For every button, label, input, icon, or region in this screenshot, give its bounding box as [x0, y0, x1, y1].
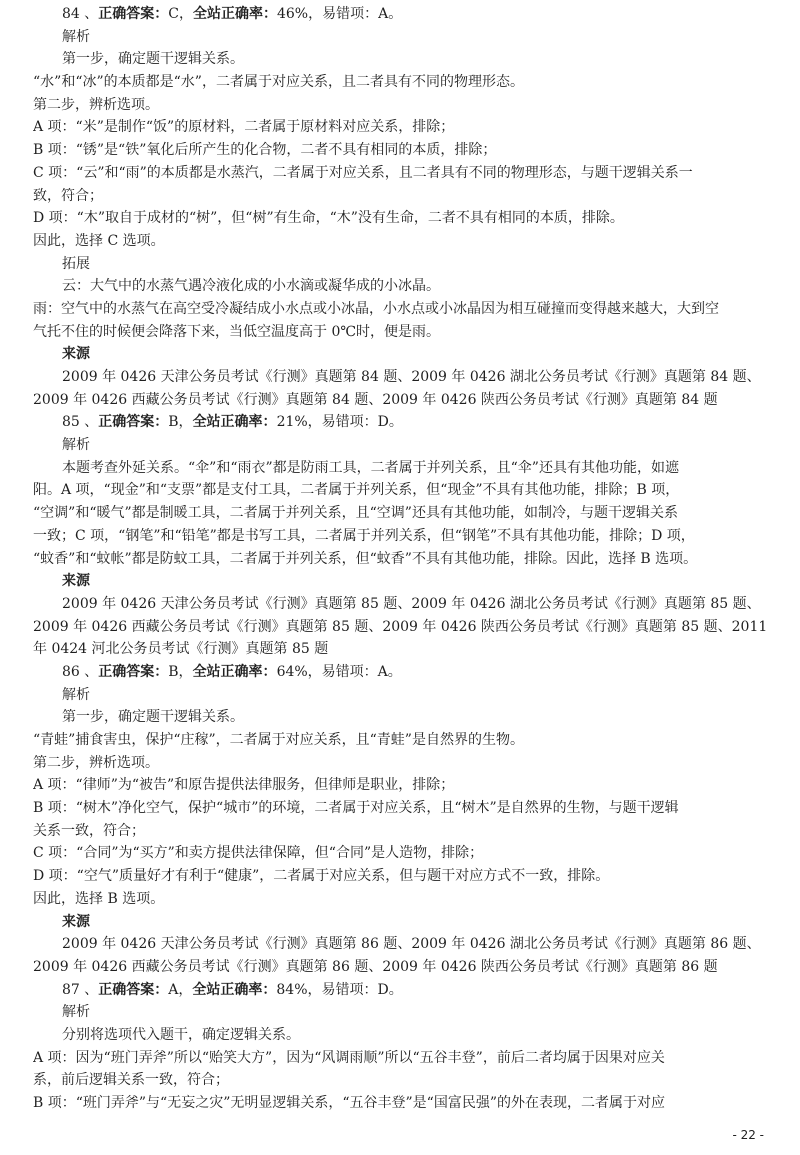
source-line: 2009 年 0426 天津公务员考试《行测》真题第 85 题、2009 年 0426 湖北公务员考试《行测》真题第 85 题、 [62, 595, 761, 612]
rate-value: 46%，易错项：A。 [276, 6, 403, 22]
rate-label: 全站正确率： [192, 6, 277, 22]
analysis-line: “青蛙”捕食害虫，保护“庄稼”，二者属于对应关系，且“青蛙”是自然界的生物。 [33, 732, 524, 748]
source-line: 2009 年 0426 天津公务员考试《行测》真题第 86 题、2009 年 0426 湖北公务员考试《行测》真题第 86 题、 [62, 936, 761, 953]
analysis-line: B 项：“锈”是“铁”氧化后所产生的化合物，二者不具有相同的本质，排除； [33, 142, 497, 159]
rate-label: 全站正确率： [192, 414, 277, 431]
analysis-line: D 项：“木”取自于成材的“树”，但“树”有生命，“木”没有生命，二者不具有相同的本质，排除。 [33, 210, 624, 227]
analysis-line: 本题考查外延关系。“伞”和“雨衣”都是防雨工具，二者属于并列关系，且“伞”还具有其他功能，如遮 [62, 459, 679, 476]
answer-value: B， [168, 414, 193, 431]
source-line: 2009 年 0426 西藏公务员考试《行测》真题第 85 题、2009 年 0426 陕西公务员考试《行测》真题第 85 题、2011 [33, 618, 768, 635]
rate-value: 84%，易错项：D。 [276, 981, 403, 998]
answer-value: B， [168, 663, 193, 680]
source-line: 2009 年 0426 天津公务员考试《行测》真题第 84 题、2009 年 0426 湖北公务员考试《行测》真题第 84 题、 [62, 369, 761, 385]
source-line: 年 0424 河北公务员考试《行测》真题第 85 题 [33, 641, 329, 658]
analysis-line: 致，符合； [33, 187, 103, 204]
source-title: 来源 [62, 573, 90, 590]
expand-line: 雨：空气中的水蒸气在高空受冷凝结成小水点或小冰晶，小水点或小冰晶因为相互碰撞而变得越来越大，大到空 [33, 300, 719, 317]
analysis-line: A 项：“米”是制作“饭”的原材料，二者属于原材料对应关系，排除； [33, 119, 455, 136]
answer-label: 正确答案： [98, 6, 169, 22]
page-number: - 22 - [732, 1128, 764, 1142]
analysis-line: B 项：“树木”净化空气，保护“城市”的环境，二者属于对应关系，且“树木”是自然界的生物，与题干逻辑 [33, 800, 679, 817]
question-87-header [33, 979, 773, 1002]
analysis-line: 因此，选择 C 选项。 [33, 232, 165, 249]
rate-label: 全站正确率： [192, 663, 277, 680]
question-86-header [33, 661, 773, 684]
analysis-line: 第一步，确定题干逻辑关系。 [62, 51, 244, 68]
analysis-line: “水”和“冰”的本质都是“水”，二者属于对应关系，且二者具有不同的物理形态。 [33, 74, 524, 91]
analysis-line: 关系一致，符合； [33, 822, 145, 839]
expand-title: 拓展 [62, 255, 90, 272]
rate-label: 全站正确率： [192, 981, 277, 998]
analysis-line: D 项：“空气”质量好才有利于“健康”，二者属于对应关系，但与题干对应方式不一致，排除。 [33, 868, 610, 885]
analysis-line: A 项：因为“班门弄斧”所以“贻笑大方”，因为“风调雨顺”所以“五谷丰登”，前后二者均属于因果对应关 [33, 1049, 665, 1066]
analysis-line: 第二步，辨析选项。 [33, 754, 159, 771]
answer-label: 正确答案： [98, 663, 169, 680]
analysis-line: 阳。A 项，“现金”和“支票”都是支付工具，二者属于并列关系，但“现金”不具有其他功能，排除；B 项， [33, 482, 680, 499]
analysis-title: 解析 [62, 437, 90, 454]
analysis-title: 解析 [62, 28, 90, 45]
source-title: 来源 [62, 346, 90, 363]
document-body [33, 3, 773, 1115]
analysis-line: “空调”和“暖气”都是制暖工具，二者属于并列关系，且“空调”还具有其他功能，如制冷，与题干逻辑关系 [33, 505, 678, 522]
question-number: 87 、 [62, 981, 99, 998]
answer-label: 正确答案： [98, 414, 169, 431]
analysis-line: “蚊香”和“蚊帐”都是防蚊工具，二者属于并列关系，但“蚊香”不具有其他功能，排除。因此，选择 B 选项。 [33, 550, 698, 567]
question-number: 86 、 [62, 663, 99, 680]
analysis-line: 系，前后逻辑关系一致，符合； [33, 1072, 229, 1089]
question-84-header [33, 3, 773, 26]
rate-value: 64%，易错项：A。 [276, 663, 402, 680]
expand-line: 云：大气中的水蒸气遇冷液化成的小水滴或凝华成的小冰晶。 [62, 278, 440, 295]
answer-value: A， [168, 981, 193, 998]
analysis-line: C 项：“合同”为“买方”和卖方提供法律保障，但“合同”是人造物，排除； [33, 845, 484, 862]
question-85-header [33, 411, 773, 434]
source-title: 来源 [62, 913, 90, 930]
analysis-line: 因此，选择 B 选项。 [33, 890, 165, 907]
analysis-line: 第一步，确定题干逻辑关系。 [62, 709, 244, 726]
question-number: 85 、 [62, 414, 99, 431]
answer-label: 正确答案： [98, 981, 169, 998]
question-number: 84 、 [62, 6, 99, 22]
analysis-line: A 项：“律师”为“被告”和原告提供法律服务，但律师是职业，排除； [33, 777, 455, 794]
expand-line: 气托不住的时候便会降落下来，当低空温度高于 0℃时，便是雨。 [33, 323, 441, 340]
analysis-line: 分别将选项代入题干，确定逻辑关系。 [62, 1026, 300, 1043]
analysis-line: 一致；C 项，“钢笔”和“铅笔”都是书写工具，二者属于并列关系，但“钢笔”不具有其他功能，排除；D 项， [33, 527, 695, 544]
analysis-line: 第二步，辨析选项。 [33, 96, 159, 113]
analysis-line: B 项：“班门弄斧”与“无妄之灾”无明显逻辑关系，“五谷丰登”是“国富民强”的外在表现，二者属于对应 [33, 1095, 665, 1111]
source-line: 2009 年 0426 西藏公务员考试《行测》真题第 84 题、2009 年 0426 陕西公务员考试《行测》真题第 84 题 [33, 391, 718, 408]
analysis-title: 解析 [62, 1004, 90, 1021]
analysis-line: C 项：“云”和“雨”的本质都是水蒸汽，二者属于对应关系，且二者具有不同的物理形态，与题干逻辑关系一 [33, 164, 693, 181]
answer-value: C， [168, 6, 193, 22]
analysis-title: 解析 [62, 686, 90, 703]
source-line: 2009 年 0426 西藏公务员考试《行测》真题第 86 题、2009 年 0426 陕西公务员考试《行测》真题第 86 题 [33, 958, 718, 975]
rate-value: 21%，易错项：D。 [276, 414, 403, 431]
